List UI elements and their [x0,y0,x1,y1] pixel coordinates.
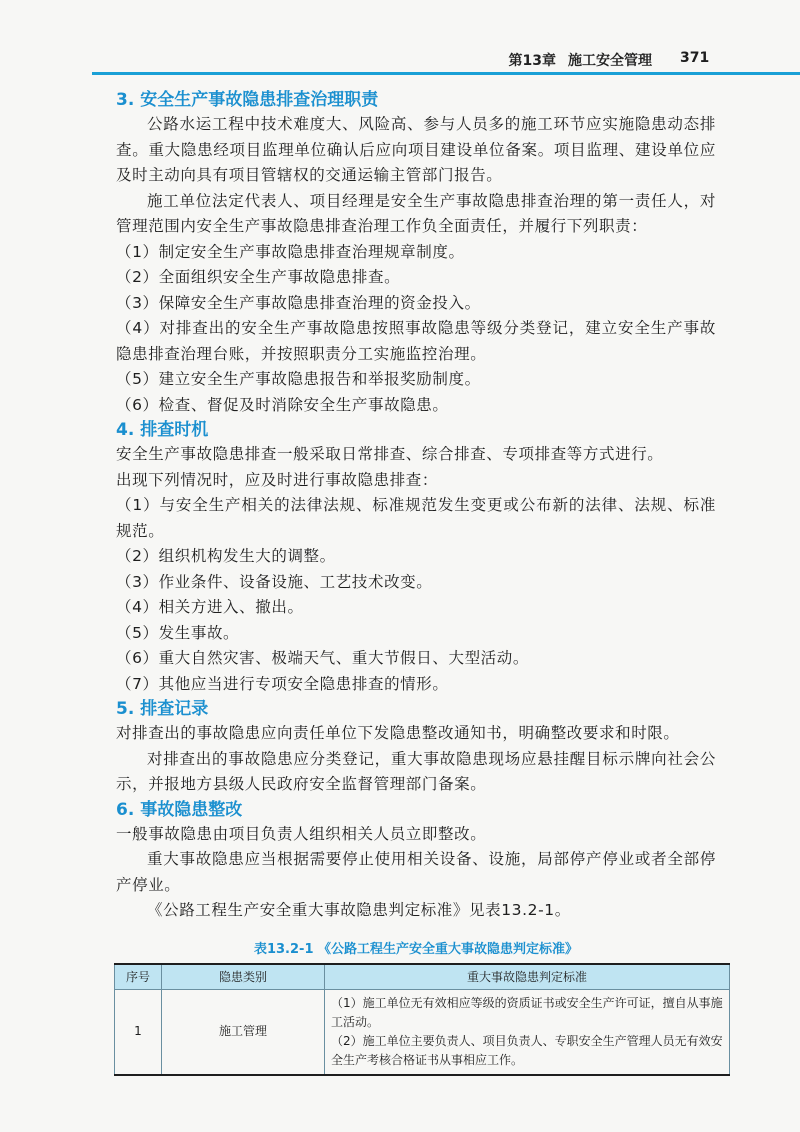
list-item: （2）组织机构发生大的调整。 [116,547,336,565]
table-row [115,989,730,1075]
header-rule [92,72,800,75]
list-item: （5）建立安全生产事故隐患报告和举报奖励制度。 [116,370,481,388]
list-item: （2）全面组织安全生产事故隐患排查。 [116,268,401,286]
cell-category: 施工管理 [162,989,325,1075]
section-heading: 4. 排查时机 [116,420,209,440]
cell-criteria [325,989,730,1075]
paragraph: 对排查出的事故隐患应分类登记，重大事故隐患现场应悬挂醒目标示牌向社会公示，并报地方县级人民政府安全监督管理部门备案。 [116,749,716,793]
list-item: （6）检查、督促及时消除安全生产事故隐患。 [116,395,449,414]
paragraph: 一般事故隐患由项目负责人组织相关人员立即整改。 [116,824,487,843]
criteria-item: （1）施工单位无有效相应等级的资质证书或安全生产许可证，擅自从事施工活动。 [331,995,723,1029]
section-heading: 6. 事故隐患整改 [116,799,243,820]
section-heading: 5. 排查记录 [116,699,209,719]
list-item: （4）对排查出的安全生产事故隐患按照事故隐患等级分类登记，建立安全生产事故隐患排查治理台账，并按照职责分工实施监控治理。 [116,319,716,363]
paragraph: 安全生产事故隐患排查一般采取日常排查、综合排查、专项排查等方式进行。 [116,445,664,463]
column-header: 序号 [115,964,162,990]
page-number: 371 [680,50,710,66]
paragraph: 公路水运工程中技术难度大、风险高、参与人员多的施工环节应实施隐患动态排查。重大隐患经项目监理单位确认后应向项目建设单位备案。项目监理、建设单位应及时主动向具有项目管辖权的交通运输主管部门报告。 [116,115,716,184]
paragraph: 施工单位法定代表人、项目经理是安全生产事故隐患排查治理的第一责任人，对管理范围内安全生产事故隐患排查治理工作负全面责任，并履行下列职责： [116,191,716,235]
list-item: （3）保障安全生产事故隐患排查治理的资金投入。 [116,293,481,312]
running-head [509,50,652,70]
paragraph: 出现下列情况时，应及时进行事故隐患排查： [116,470,439,489]
list-item: （6）重大自然灾害、极端天气、重大节假日、大型活动。 [116,649,529,667]
column-header: 重大事故隐患判定标准 [325,964,730,990]
paragraph: 对排查出的事故隐患应向责任单位下发隐患整改通知书，明确整改要求和时限。 [116,724,680,742]
column-header: 隐患类别 [162,964,325,990]
list-item: （1）与安全生产相关的法律法规、标准规范发生变更或公布新的法律、法规、标准规范。 [116,496,716,540]
table-caption: 表13.2-1 《公路工程生产安全重大事故隐患判定标准》 [253,941,579,957]
cell-no: 1 [115,989,162,1075]
section-heading: 3. 安全生产事故隐患排查治理职责 [116,90,379,110]
paragraph: 《公路工程生产安全重大事故隐患判定标准》见表13.2-1。 [147,901,571,919]
table-header-row [115,964,730,990]
paragraph: 重大事故隐患应当根据需要停止使用相关设备、设施，局部停产停业或者全部停产停业。 [116,850,716,894]
page-body [116,88,723,1076]
chapter-label: 第13章 [508,53,556,69]
chapter-title: 施工安全管理 [568,53,652,69]
list-item: （4）相关方进入、撤出。 [116,598,304,616]
hazard-criteria-table [114,963,730,1076]
list-item: （1）制定安全生产事故隐患排查治理规章制度。 [116,242,465,261]
criteria-item: （2）施工单位主要负责人、项目负责人、专职安全生产管理人员无有效安全生产考核合格证书从事相应工作。 [331,1033,723,1067]
list-item: （3）作业条件、设备设施、工艺技术改变。 [116,572,433,591]
list-item: （5）发生事故。 [116,623,240,642]
page-header [0,0,800,76]
list-item: （7）其他应当进行专项安全隐患排查的情形。 [116,674,449,693]
